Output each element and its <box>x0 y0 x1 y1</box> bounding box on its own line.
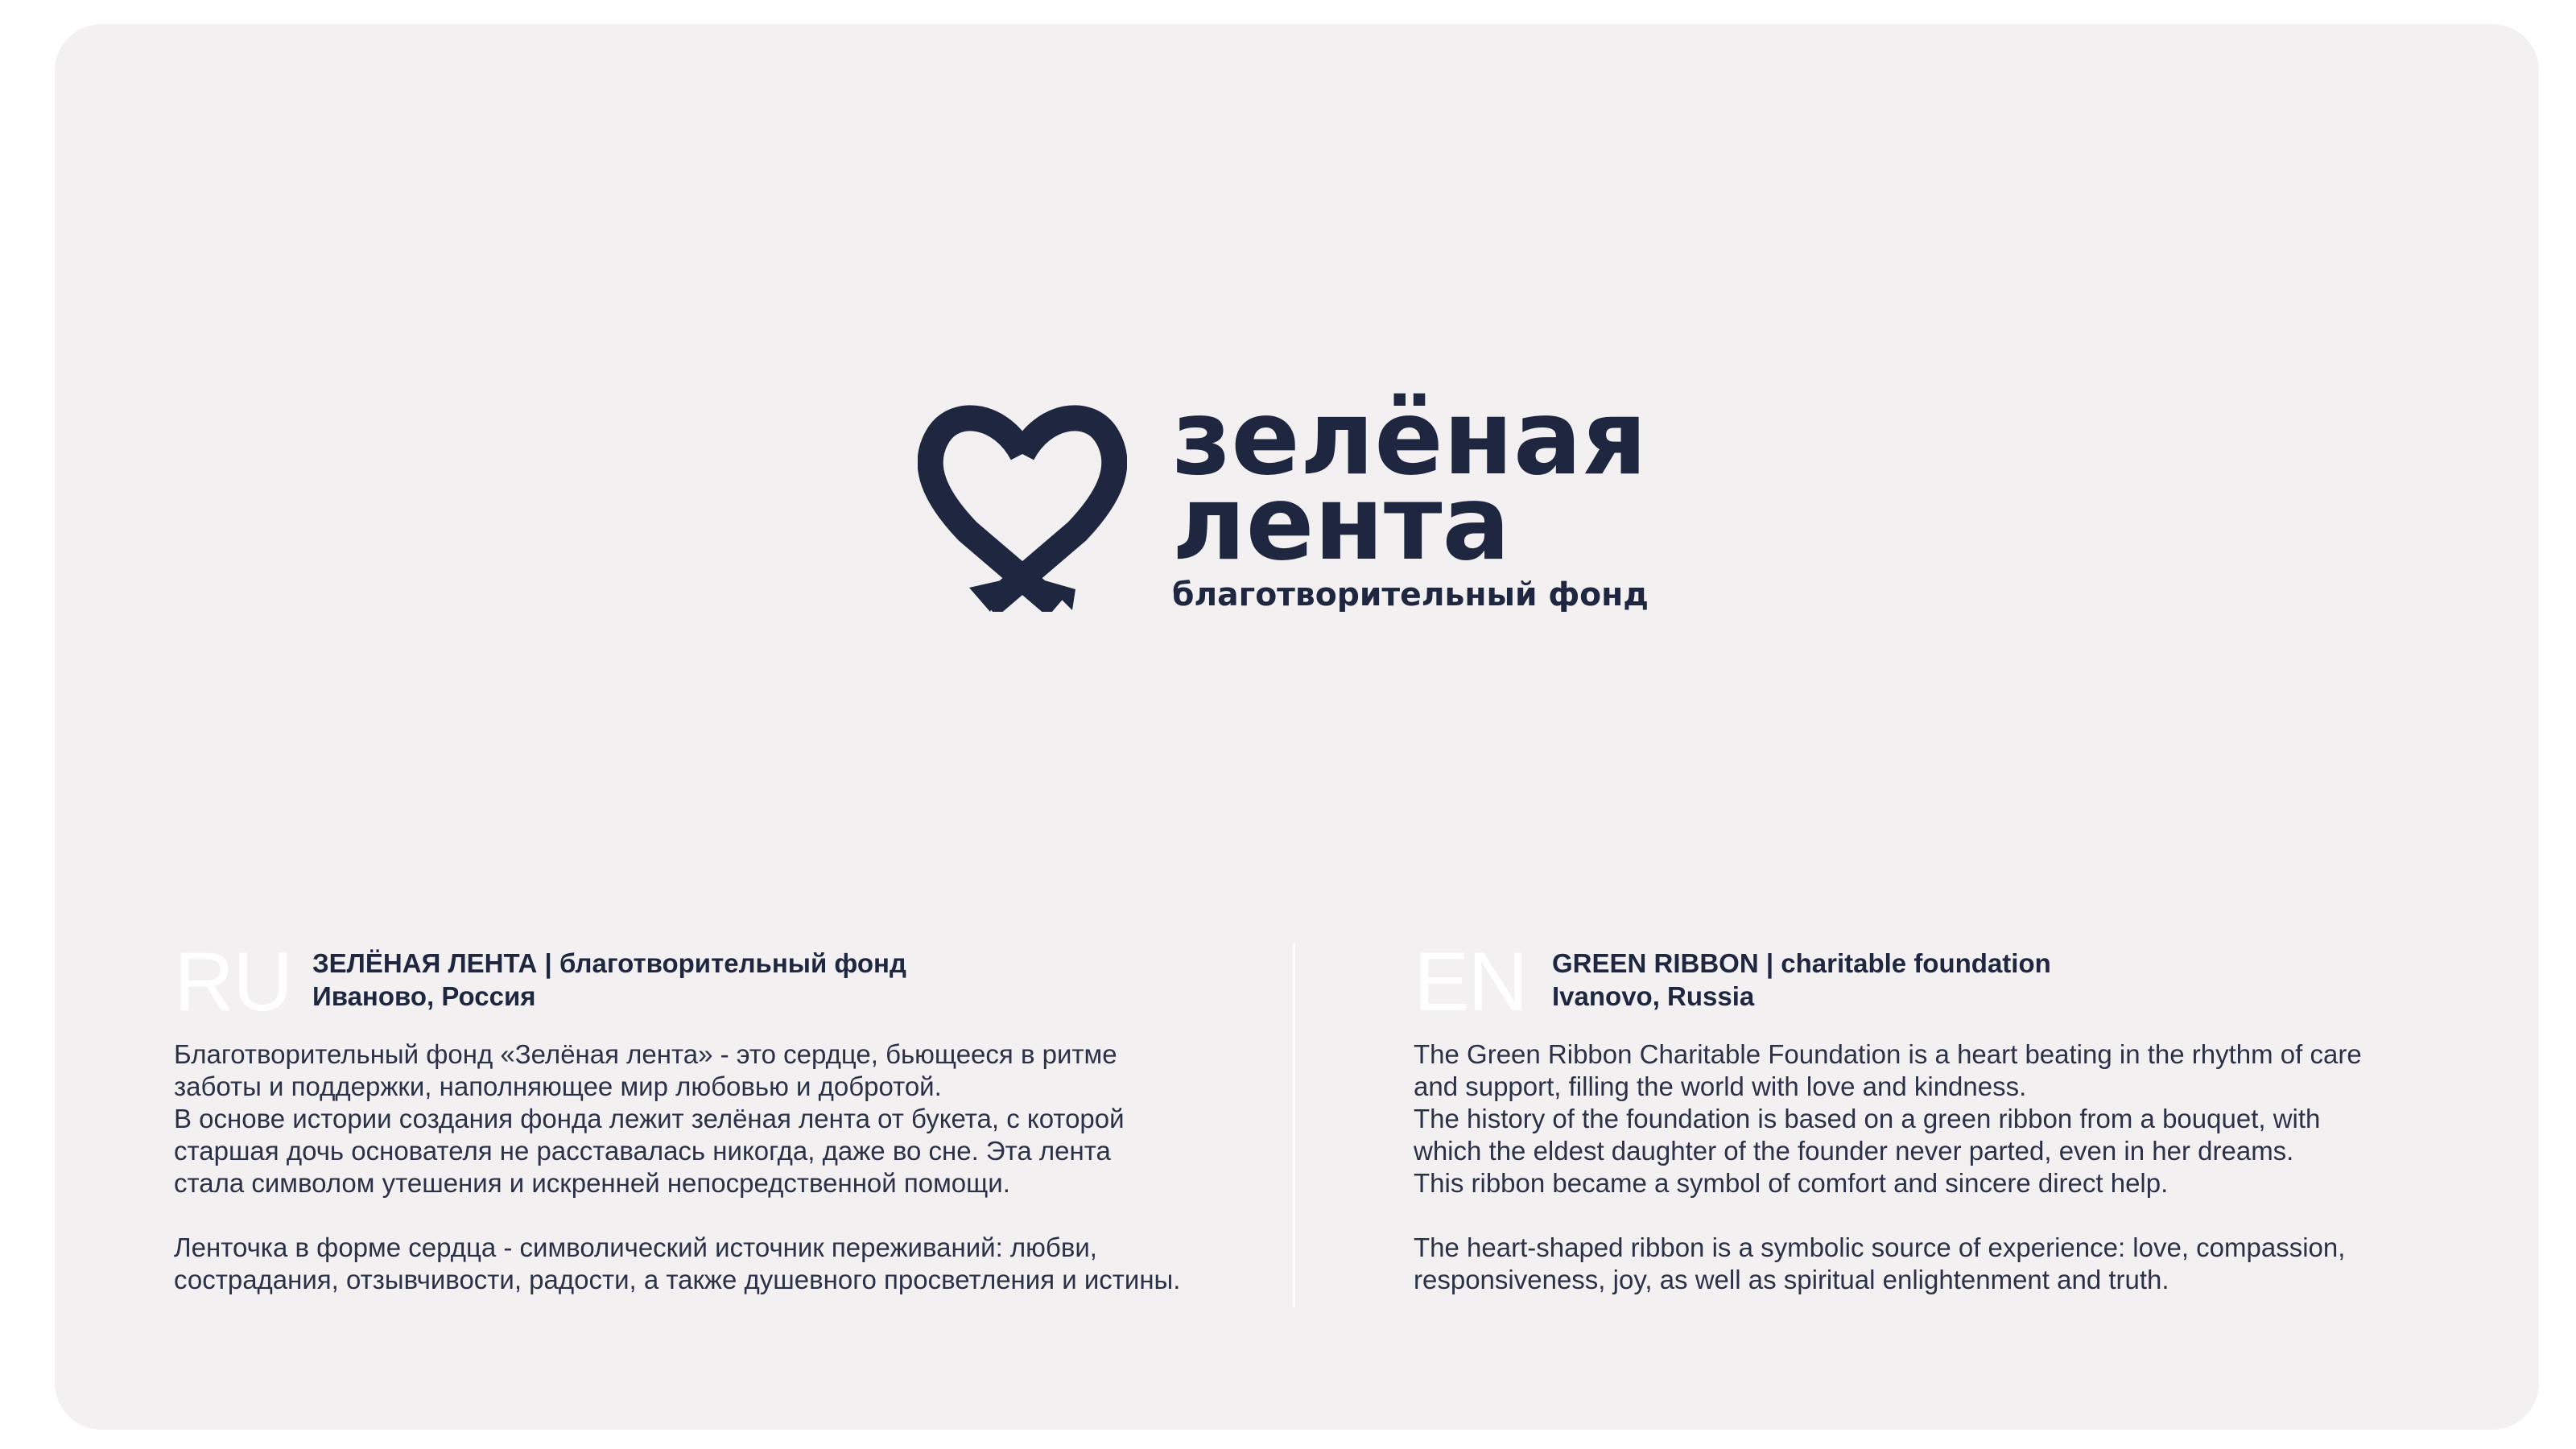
en-text-line: The heart-shaped ribbon is a symbolic source of experience: love, compassion, <box>1414 1232 2346 1262</box>
logo-word-line-2: лента <box>1172 464 1510 584</box>
paragraph-gap <box>174 1199 1236 1232</box>
ru-lang-tag: RU <box>174 935 292 1029</box>
heart-ribbon-icon <box>918 378 1127 612</box>
en-description <box>1414 1038 2476 1296</box>
en-heading <box>1552 947 2051 1013</box>
ru-text-line: сострадания, отзывчивости, радости, а также душевного просветления и истины. <box>174 1265 1181 1294</box>
logo <box>918 378 1674 620</box>
en-heading-title: GREEN RIBBON | charitable foundation <box>1552 948 2051 978</box>
ru-heading-title: ЗЕЛЁНАЯ ЛЕНТА | благотворительный фонд <box>312 948 906 978</box>
logo-wordmark <box>1172 378 1687 612</box>
en-text-line: The Green Ribbon Charitable Foundation is a heart beating in the rhythm of care <box>1414 1039 2362 1069</box>
ru-text-line: Благотворительный фонд «Зелёная лента» - это сердце, бьющееся в ритме <box>174 1039 1117 1069</box>
en-lang-tag: EN <box>1414 935 1527 1029</box>
ru-text-line: стала символом утешения и искренней непосредственной помощи. <box>174 1168 1010 1198</box>
ru-heading-location: Иваново, Россия <box>312 981 536 1011</box>
ru-text-line: заботы и поддержки, наполняющее мир любовью и добротой. <box>174 1071 942 1101</box>
ru-description <box>174 1038 1236 1296</box>
logo-word-line-1: зелёная <box>1172 378 1647 498</box>
en-text-line: responsiveness, joy, as well as spiritual enlightenment and truth. <box>1414 1265 2169 1294</box>
en-heading-location: Ivanovo, Russia <box>1552 981 1755 1011</box>
column-divider <box>1293 943 1295 1307</box>
en-text-line: The history of the foundation is based on a green ribbon from a bouquet, with <box>1414 1104 2321 1133</box>
ru-text-line: старшая дочь основателя не расставалась никогда, даже во сне. Эта лента <box>174 1136 1111 1166</box>
en-text-line: This ribbon became a symbol of comfort and sincere direct help. <box>1414 1168 2169 1198</box>
ru-text-line: Ленточка в форме сердца - символический источник переживаний: любви, <box>174 1232 1097 1262</box>
en-text-line: and support, filling the world with love and kindness. <box>1414 1071 2027 1101</box>
ru-heading <box>312 947 906 1013</box>
logo-tagline: благотворительный фонд <box>1172 576 1649 612</box>
ru-text-line: В основе истории создания фонда лежит зелёная лента от букета, с которой <box>174 1104 1125 1133</box>
en-text-line: which the eldest daughter of the founder never parted, even in her dreams. <box>1414 1136 2294 1166</box>
paragraph-gap <box>1414 1199 2476 1232</box>
